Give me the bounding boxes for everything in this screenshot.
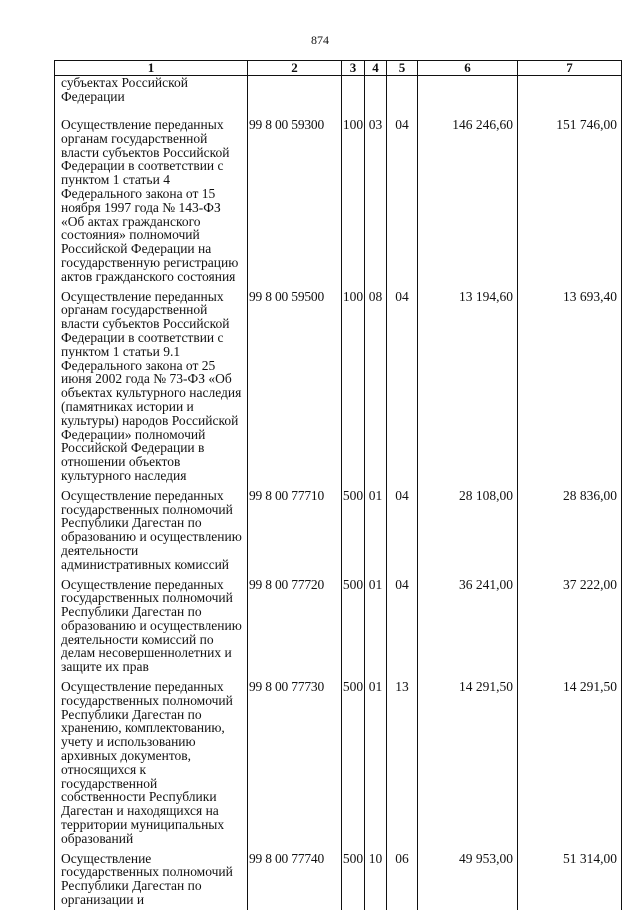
row-col4: 03 [365, 112, 387, 284]
row-description: Осуществление государственных полномочий Республики Дагестан по организации и [55, 846, 248, 910]
row-value-7: 51 314,00 [518, 846, 622, 910]
row-value-6 [418, 76, 518, 113]
table-row [55, 483, 622, 572]
row-col5: 04 [387, 284, 418, 483]
row-value-6: 146 246,60 [418, 112, 518, 284]
row-value-7: 151 746,00 [518, 112, 622, 284]
table-row [55, 112, 622, 284]
row-description: Осуществление переданных органам государственной власти субъектов Российской Федерации в соответствии с пунктом 1 статьи 9.1 Федерального закона от 25 июня 2002 года № 73-ФЗ «Об объектах культурного наследия (памятниках истории и культуры) народов Российской Федерации» полномочий Российской Федерации в отношении объектов культурного наследия [55, 284, 248, 483]
table-body [55, 76, 622, 910]
row-code: 99 8 00 77710 [248, 483, 342, 572]
header-col-4: 4 [365, 61, 387, 76]
row-code: 99 8 00 77740 [248, 846, 342, 910]
row-col5: 13 [387, 674, 418, 846]
row-code: 99 8 00 77730 [248, 674, 342, 846]
row-value-6: 14 291,50 [418, 674, 518, 846]
row-col3: 500 [342, 483, 365, 572]
row-description: Осуществление переданных органам государственной власти субъектов Российской Федерации в соответствии с пунктом 1 статьи 4 Федерального закона от 15 ноября 1997 года № 143-ФЗ «Об актах гражданского состояния» полномочий Российской Федерации на государственную регистрацию актов гражданского состояния [55, 112, 248, 284]
row-col3: 100 [342, 112, 365, 284]
page-number: 874 [311, 33, 329, 47]
row-col4: 08 [365, 284, 387, 483]
row-value-6: 36 241,00 [418, 572, 518, 675]
row-col4: 10 [365, 846, 387, 910]
table-header [55, 61, 622, 76]
row-col4: 01 [365, 674, 387, 846]
row-col3: 500 [342, 674, 365, 846]
header-col-2: 2 [248, 61, 342, 76]
table-row [55, 76, 622, 113]
row-value-7: 13 693,40 [518, 284, 622, 483]
table-row [55, 572, 622, 675]
row-description: субъектах Российской Федерации [55, 76, 248, 113]
row-value-7 [518, 76, 622, 113]
row-code: 99 8 00 59500 [248, 284, 342, 483]
table-row [55, 674, 622, 846]
row-value-7: 37 222,00 [518, 572, 622, 675]
row-col3 [342, 76, 365, 113]
row-code: 99 8 00 77720 [248, 572, 342, 675]
header-col-5: 5 [387, 61, 418, 76]
row-value-7: 28 836,00 [518, 483, 622, 572]
row-col4 [365, 76, 387, 113]
row-col4: 01 [365, 572, 387, 675]
header-row [55, 61, 622, 76]
header-col-7: 7 [518, 61, 622, 76]
row-code: 99 8 00 59300 [248, 112, 342, 284]
row-col5: 04 [387, 483, 418, 572]
table-row [55, 284, 622, 483]
row-description: Осуществление переданных государственных полномочий Республики Дагестан по хранению, комплектованию, учету и использованию архивных документов, относящихся к государственной собственности Республики Дагестан и находящихся на территории муниципальных образований [55, 674, 248, 846]
table-row [55, 846, 622, 910]
budget-table [54, 60, 622, 910]
row-description: Осуществление переданных государственных полномочий Республики Дагестан по образованию и осуществлению деятельности комиссий по делам несовершеннолетних и защите их прав [55, 572, 248, 675]
row-col5 [387, 76, 418, 113]
row-value-6: 13 194,60 [418, 284, 518, 483]
row-value-7: 14 291,50 [518, 674, 622, 846]
row-value-6: 49 953,00 [418, 846, 518, 910]
header-col-3: 3 [342, 61, 365, 76]
row-col4: 01 [365, 483, 387, 572]
row-col5: 04 [387, 572, 418, 675]
row-col5: 06 [387, 846, 418, 910]
row-code [248, 76, 342, 113]
row-col3: 500 [342, 846, 365, 910]
row-col3: 500 [342, 572, 365, 675]
row-description: Осуществление переданных государственных полномочий Республики Дагестан по образованию и осуществлению деятельности административных комиссий [55, 483, 248, 572]
row-col3: 100 [342, 284, 365, 483]
header-col-1: 1 [55, 61, 248, 76]
row-col5: 04 [387, 112, 418, 284]
header-col-6: 6 [418, 61, 518, 76]
row-value-6: 28 108,00 [418, 483, 518, 572]
